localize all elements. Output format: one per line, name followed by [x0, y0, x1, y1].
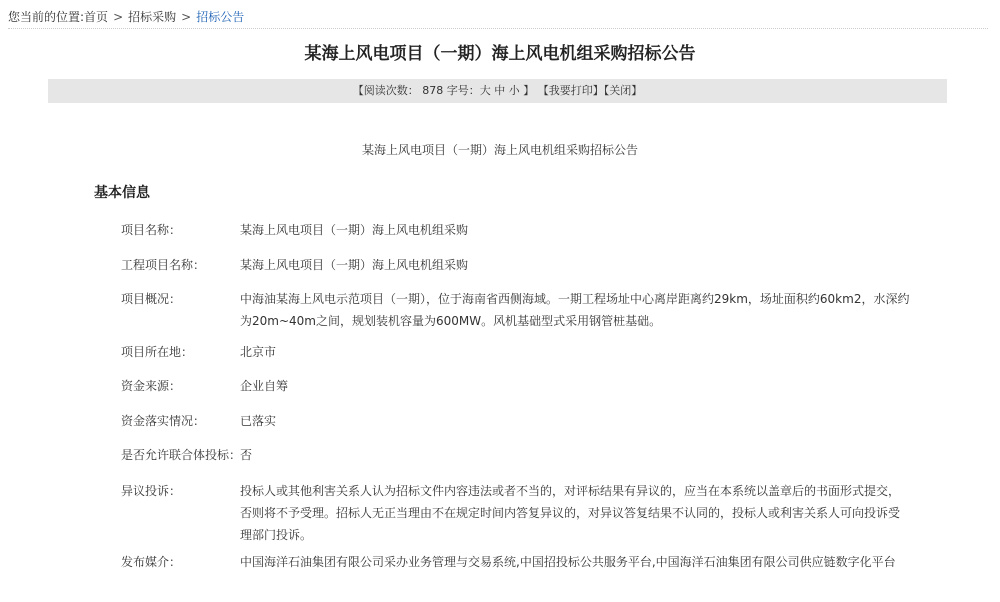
views-label: 【阅读次数： — [352, 84, 419, 97]
info-label: 是否允许联合体投标： — [121, 448, 242, 462]
views-count: 878 — [422, 84, 444, 97]
breadcrumb-prefix: 您当前的位置: — [8, 10, 85, 24]
breadcrumb-home-link[interactable]: 首页 — [84, 10, 109, 24]
info-label: 工程项目名称： — [121, 258, 206, 272]
info-label: 项目名称： — [121, 223, 182, 237]
info-value: 中海油某海上风电示范项目（一期），位于海南省西侧海域。一期工程场址中心离岸距离约29km，场址面积约60km2，水深约为20m~40m之间，规划装机容量为600MW。风机基础型式采用钢管桩基础。 — [240, 292, 910, 328]
section-heading-basic-info: 基本信息 — [94, 185, 150, 201]
font-medium-button[interactable]: 中 — [494, 84, 506, 97]
font-size-label: 字号： — [446, 84, 480, 97]
info-label: 异议投诉： — [121, 484, 182, 498]
font-small-button[interactable]: 小 — [508, 84, 520, 97]
info-label: 项目概况： — [121, 292, 182, 306]
info-value: 企业自筹 — [240, 379, 289, 393]
info-value: 已落实 — [240, 414, 277, 428]
font-large-button[interactable]: 大 — [479, 84, 491, 97]
info-value: 投标人或其他利害关系人认为招标文件内容违法或者不当的，对评标结果有异议的，应当在本系统以盖章后的书面形式提交，否则将不予受理。招标人无正当理由不在规定时间内答复异议的，对异议答复结果不认同的，投标人或利害关系人可向投诉受理部门投诉。 — [240, 484, 901, 542]
close-button[interactable]: 【关闭】 — [603, 84, 643, 97]
article-toolbar — [48, 79, 947, 103]
info-value: 北京市 — [240, 345, 277, 359]
info-value: 某海上风电项目（一期）海上风电机组采购 — [240, 258, 469, 272]
info-label: 发布媒介： — [121, 555, 182, 569]
info-value: 某海上风电项目（一期）海上风电机组采购 — [240, 223, 469, 237]
breadcrumb-current-link[interactable]: 招标公告 — [196, 10, 245, 24]
info-value: 否 — [240, 448, 253, 462]
info-label: 资金来源： — [121, 379, 182, 393]
info-value: 中国海洋石油集团有限公司采办业务管理与交易系统,中国招投标公共服务平台,中国海洋石油集团有限公司供应链数字化平台 — [240, 555, 896, 569]
views-bracket-close: 】 — [523, 84, 535, 97]
page-title: 某海上风电项目（一期）海上风电机组采购招标公告 — [304, 44, 696, 64]
article-subtitle: 某海上风电项目（一期）海上风电机组采购招标公告 — [361, 143, 638, 157]
breadcrumb-procurement-link[interactable]: 招标采购 — [128, 10, 177, 24]
breadcrumb-separator: > — [181, 10, 192, 24]
print-button[interactable]: 【我要打印】 — [537, 84, 604, 97]
breadcrumb-separator: > — [113, 10, 124, 24]
breadcrumb — [8, 6, 988, 29]
info-label: 资金落实情况： — [121, 414, 206, 428]
info-label: 项目所在地： — [121, 345, 194, 359]
